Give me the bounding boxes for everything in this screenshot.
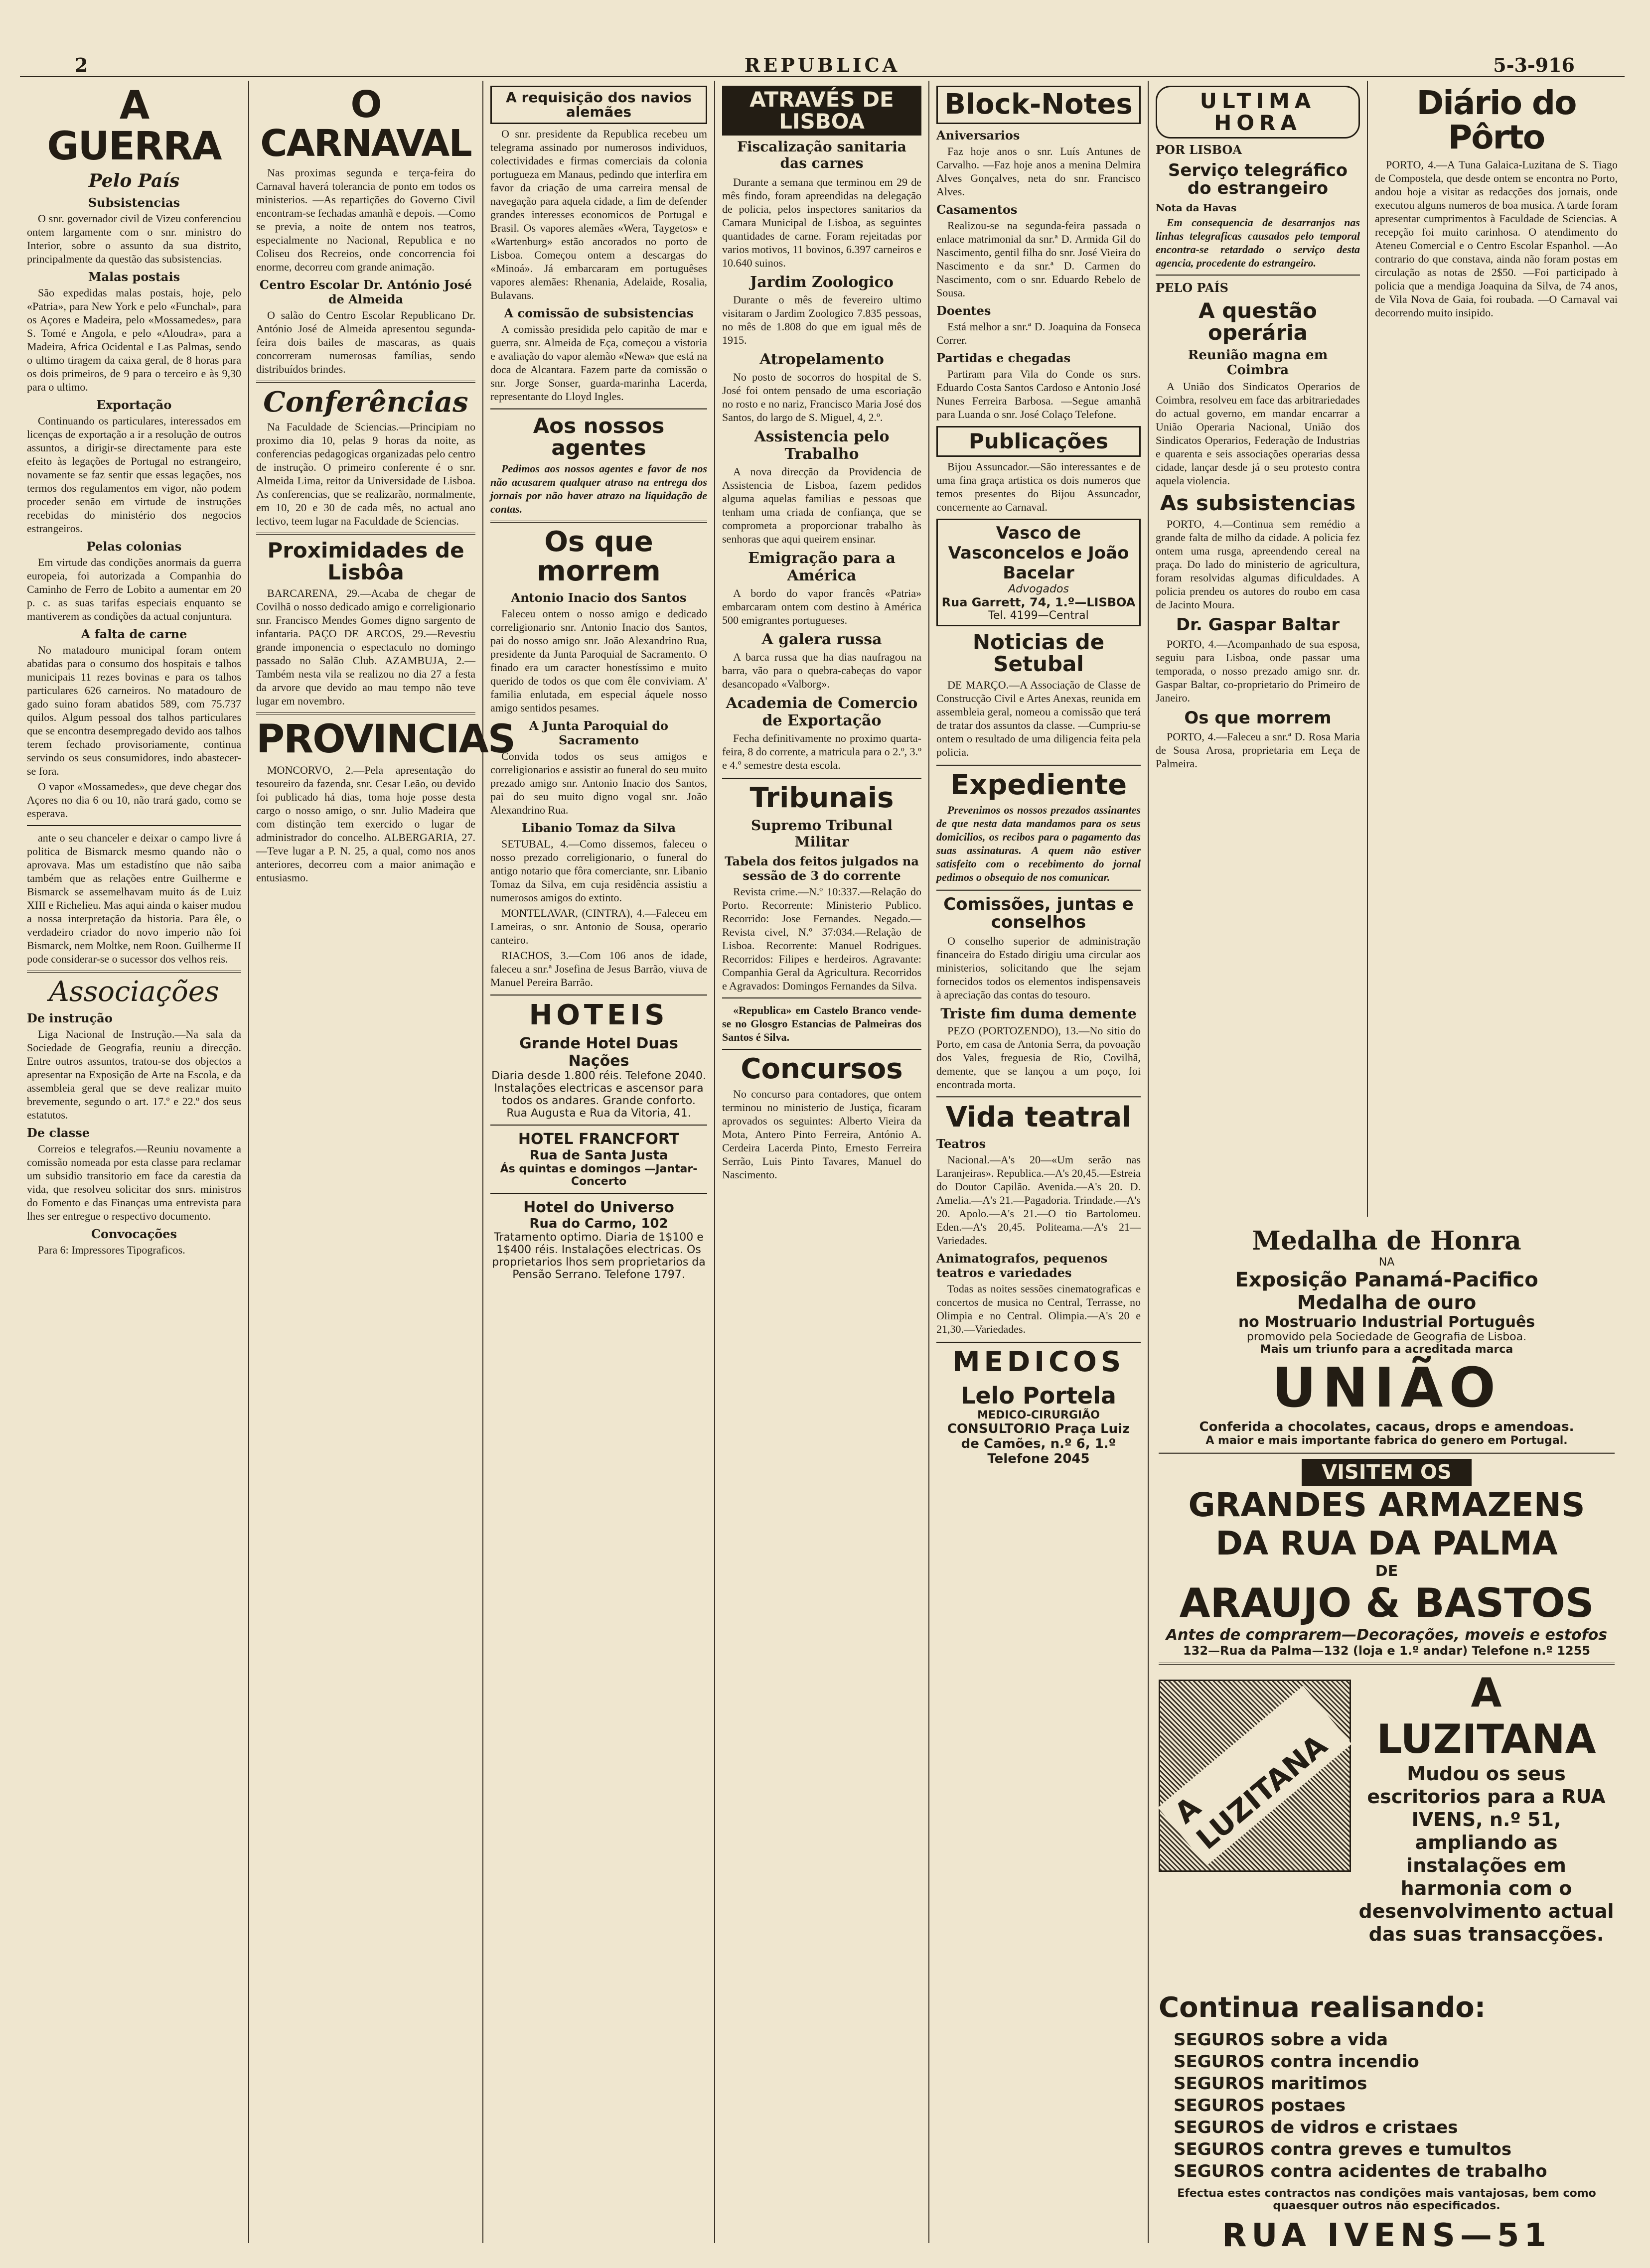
ad-subtitle: Rua de Santa Justa — [529, 1148, 668, 1163]
ads-block — [1149, 1221, 1625, 2254]
ad-continua-title: Continua realisando: — [1159, 1991, 1486, 2024]
ad-antes: Antes de comprarem—Decorações, moveis e estofos — [1166, 1626, 1608, 1644]
headline-servico-telegrafico: Serviço telegráfico do estrangeiro — [1168, 160, 1348, 198]
headline-comissoes: Comissões, juntas e conselhos — [943, 894, 1134, 932]
headline-publicacoes: Publicações — [936, 426, 1141, 457]
article-text: MONCORVO, 2.—Pela apresentação do tesoureiro da fazenda, snr. Cesar Leão, ou devido foi publicado há dias, toma hoje posse desta cargo o nosso amigo, o snr. Julio Madeira que com distinção tem exercido o lugar de administrador do concelho. ALBERGARIA, 27.—Teve lugar a P. N. 25, a qual, como nos anos anteriores, decorreu com a maior animação e entusiasmo. — [256, 764, 475, 884]
article-text: Durante o mês de fevereiro ultimo visitaram o Jardim Zoologico 7.835 pessoas, no mês de 1.808 do que em igual mês de 1915. — [722, 293, 921, 347]
article-text: Em consequencia de desarranjos nas linhas telegraficas causados pelo temporal encontra-se retardado o serviço desta agencia, procedente do estrangeiro. — [1156, 216, 1360, 269]
article-text: Prevenimos os nossos prezados assinantes de que nesta data mandamos para os seus domicilios, os recibos para o pagamento das suas assinaturas. A quem não estiver satisfeito com o recebimento do jornal pedimos o obsequio de nos comunicar. — [936, 803, 1141, 883]
article-text: Na Faculdade de Sciencias.—Principiam no proximo dia 10, pelas 9 horas da noite, as conferencias pedagogicas organizadas pelo centro de instrução. O primeiro conferente é o snr. Almeida Lima, reitor da Universidade de Lisboa. As conferencias, que se realizarão, normalmente, em 10, 20 e 30 de cada mês, no actual ano lectivo, teem lugar na Faculdade de Sciencias. — [256, 421, 475, 528]
ad-text: Diaria desde 1.800 réis. Telefone 2040. Instalações electricas e ascensor para todos os andares. Grande conforto. Rua Augusta e Rua da Vitoria, 41. — [491, 1070, 706, 1120]
luzitana-text-block — [1358, 1670, 1615, 1946]
divider — [1156, 275, 1360, 276]
headline-diario-porto: Diário do Pôrto — [1416, 84, 1576, 157]
seguros-item: SEGUROS sobre a vida — [1174, 2030, 1388, 2050]
section-atropelamento: Atropelamento — [759, 351, 884, 369]
column-3 — [483, 81, 715, 2243]
headline-ultima-hora: ULTIMA HORA — [1156, 86, 1360, 139]
ad-text: Ás quintas e domingos —Jantar-Concerto — [500, 1163, 698, 1188]
divider — [490, 1125, 707, 1126]
article-text: DE MARÇO.—A Associação de Classe de Construcção Civil e Artes Anexas, reunida em assembleia geral, nomeou a comissão que terá de tratar dos assuntos da classe. —Cumpriu-se ontem o resultado de uma diligencia feita pela policia. — [936, 679, 1141, 759]
article-text: Faz hoje anos o snr. Luís Antunes de Carvalho. —Faz hoje anos a menina Delmira Alves Gonçalves, neta do snr. Francisco Alves. — [936, 144, 1141, 198]
ad-promovido: promovido pela Sociedade de Geografia de Lisboa. — [1246, 1331, 1527, 1343]
column-1 — [20, 81, 249, 2243]
article-text: Está melhor a snr.ª D. Joaquina da Fonseca Correr. — [936, 320, 1141, 346]
article-text: Continuando os particulares, interessados em licenças de exportação a ir a resolução de outros assuntos, a dirigir-se directamente para este efeito às legações de Portugal no estrangeiro, novamente se faz sentir que essas legações, nos termos dos regulamentos em vigor, não podem proceder senão em virtude de instruções recebidas do ministério dos negocios estrangeiros. — [27, 414, 241, 535]
headline-tribunais: Tribunais — [750, 782, 894, 815]
ad-title: Vasco de Vasconcelos e João Bacelar — [948, 523, 1129, 583]
article-text: BARCARENA, 29.—Acaba de chegar de Covilhã o nosso dedicado amigo e correligionario snr. Francisco Mendes Gomes digno sargento de infantaria. PAÇO DE ARCOS, 29.—Revestiu grande imponencia o espectaculo no domingo passado no Salão Club. AZAMBUJA, 2.—Também nesta vila se realizou no dia 27 a festa da arvore que devido ao mau tempo não teve lugar em novembro. — [256, 587, 475, 708]
section-partidas: Partidas e chegadas — [936, 350, 1071, 365]
article-text: PORTO, 4.—Acompanhado de sua esposa, seguiu para Lisboa, onde passar uma temporada, o nosso prezado amigo snr. dr. Gaspar Baltar, co-proprietario do Primeiro de Janeiro. — [1156, 637, 1360, 704]
headline-questao-operaria: A questão operária — [1199, 298, 1317, 345]
ad-title: Grande Hotel Duas Nações — [519, 1035, 678, 1070]
article-text: PORTO, 4.—Faleceu a snr.ª D. Rosa Maria de Sousa Arosa, proprietaria em Leça de Palmeira. — [1156, 730, 1360, 770]
subhead-pelo-pais: Pelo País — [88, 170, 180, 191]
article-text: Partiram para Vila do Conde os snrs. Eduardo Costa Santos Cardoso e Antonio José Nunes Ferreira Barbosa. —Segue amanhã para Luanda o snr. José Colaço Telefone. — [936, 367, 1141, 421]
divider — [256, 381, 475, 383]
section-convocacoes: Convocações — [91, 1226, 177, 1241]
article-text: Correios e telegrafos.—Reuniu novamente a comissão nomeada por esta classe para reclamar um subsidio transitorio em face da carestia da vida, que resolveu solicitar dos snrs. ministros do Fomento e das Finanças uma entrevista para lhes ser entregue o respectivo documento. — [27, 1142, 241, 1222]
section-comissao: A comissão de subsistencias — [504, 305, 694, 320]
article-text: O snr. presidente da Republica recebeu um telegrama assinado por numerosos individuos, colectividades e firmas comerciais da colonia portugueza em Manaus, pedindo que interfira em favor da criação de uma carreira mensal de navegação para aquela cidade, a fim de defender grandes interesses economicos de Portugal e Brasil. Os vapores alemães «Wera, Taygetos» e «Wartenburg» estão ancorados no porto de Lisboa. Começou ontem a descargas do «Minoá». Já embarcaram em portuguêses vapores alemães: Rhenania, Adelaide, Rosalia, Bulavans. — [490, 127, 707, 301]
divider — [256, 533, 475, 535]
divider — [490, 1193, 707, 1194]
article-text: Para 6: Impressores Tipograficos. — [38, 1243, 185, 1256]
section-assistencia: Assistencia pelo Trabalho — [754, 428, 890, 463]
note-havas: Nota da Havas — [1156, 201, 1237, 214]
article-text: A nova direcção da Providencia de Assistencia de Lisboa, fazem pedidos alguma aquelas familias e pessoas que tenham uma criada de confiança, que se comprometa a proporcionar trabalho às senhoras que aqui queirem ensinar. — [722, 465, 921, 546]
article-text: O salão do Centro Escolar Republicano Dr. António José de Almeida apresentou segunda-feira dois bailes de mascaras, as quais concorreram numerosas famílias, sendo distribuídos brindes. — [256, 309, 475, 376]
ad-luzitana-title: A LUZITANA — [1376, 1670, 1596, 1762]
headline-concursos: Concursos — [741, 1052, 903, 1085]
column-5 — [929, 81, 1149, 2243]
article-text: São expedidas malas postais, hoje, pelo «Patria», para New York e pelo «Funchal», para os Açores e Madeira, pelo «Mossamedes», para S. Tomé e Angola, e pelo «Aloudra», para a Madeira, Africa Ocidental e Las Palmas, sendo o ultimo tiragem da caixa geral, de 8 horas para os dois primeiros, de 9 para o terceiro e às 9,30 para o ultimo. — [27, 286, 241, 393]
divider — [722, 997, 921, 998]
ad-exposicao: Exposição Panamá-Pacifico — [1235, 1269, 1538, 1291]
article-text: PEZO (PORTOZENDO), 13.—No sitio do Porto, em casa de Antonia Serra, da povoação dos Vales, freguesia de Rio, Covilhã, demente, que se lançou a um poço, foi encontrada morta. — [936, 1024, 1141, 1091]
issue-date: 5-3-916 — [1493, 54, 1575, 76]
seguros-item: SEGUROS postaes — [1174, 2096, 1346, 2116]
ad-title: Lelo Portela — [961, 1382, 1116, 1409]
headline-atraves-lisboa: ATRAVÉS DE LISBOA — [722, 86, 921, 136]
article-text: A bordo do vapor francês «Patria» embarcaram ontem com destino à América 500 emigrantes portugueses. — [722, 587, 921, 627]
seguros-item: SEGUROS de vidros e cristaes — [1174, 2118, 1458, 2137]
article-text: Todas as noites sessões cinematograficas e concertos de musica no Central, Terrasse, no Olimpia e no Central. Olimpia.—A's 20 e 21,30.—Variedades. — [936, 1282, 1141, 1336]
subhead-antonio-inacio: Antonio Inacio dos Santos — [511, 590, 687, 605]
ad-republica-castelo-branco: «Republica» em Castelo Branco vende-se no Glosgro Estancias de Palmeiras dos Santos é Silva. — [722, 1003, 921, 1043]
headline-os-que-morrem: Os que morrem — [537, 525, 661, 587]
seguros-item: SEGUROS contra greves e tumultos — [1174, 2139, 1512, 2159]
headline-navios: A requisição dos navios alemães — [490, 86, 707, 124]
section-pelo-pais: PELO PAÍS — [1156, 280, 1228, 295]
subhead-reuniao: Reunião magna em Coimbra — [1188, 347, 1328, 378]
column-6 — [1149, 81, 1368, 1217]
divider — [722, 777, 921, 779]
article-text: PORTO, 4.—Continua sem remédio a grande falta de milho da cidade. A policia fez ontem uma rusga, apreendendo cereal na praça. Do lado do ministerio de agricultura, foram resolvidas algumas dificuldades. A policia prendeu os autores do roubo em casa de Jacinto Moura. — [1156, 517, 1360, 611]
newspaper-title: REPUBLICA — [744, 54, 900, 76]
ad-uniao-text: Conferida a chocolates, cacaus, drops e amendoas. — [1199, 1419, 1574, 1434]
article-text: Bijou Assuncador.—São interessantes e de uma fina graça artistica os dois numeros que temos presentes do Bijou Assuncador, concernente ao Carnaval. — [936, 460, 1141, 513]
ad-lelo-portela — [936, 1382, 1141, 1466]
seguros-item: SEGUROS contra incendio — [1174, 2052, 1419, 2072]
subhead-supremo-tribunal: Supremo Tribunal Militar — [750, 817, 893, 850]
ad-universo — [490, 1199, 707, 1281]
section-centro-escolar: Centro Escolar Dr. António José de Almeida — [259, 278, 472, 307]
section-animatografos: Animatografos, pequenos teatros e variedades — [936, 1251, 1108, 1280]
ad-address: CONSULTORIO Praça Luiz de Camões, n.º 6, 1.º — [947, 1421, 1130, 1451]
column-2 — [249, 81, 515, 2243]
article-text: Liga Nacional de Instrução.—Na sala da Sociedade de Geografia, reuniu a direcção. Entre outros assuntos, tratou-se dos objectos a apresentar na Exposição de Arte na Escola, e da assembleia geral que se deve realizar muito brevemente, segundo o art. 17.º e 22.º dos seus estatutos. — [27, 1027, 241, 1121]
ad-araujo-bastos: ARAUJO & BASTOS — [1179, 1580, 1594, 1626]
headline-block-notes: Block-Notes — [936, 86, 1141, 124]
divider — [256, 712, 475, 714]
ad-address: Rua Garrett, 74, 1.º—LISBOA — [941, 595, 1136, 609]
section-subsistencias: Subsistencias — [88, 195, 180, 210]
headline-conferencias: Conferências — [263, 386, 468, 419]
luzitana-logo-image — [1159, 1680, 1351, 1872]
ad-subtitle: MEDICO-CIRURGIÃO — [977, 1409, 1100, 1421]
divider — [27, 825, 241, 826]
ad-subtitle: Advogados — [1008, 582, 1069, 595]
headline-gaspar-baltar: Dr. Gaspar Baltar — [1176, 614, 1340, 635]
headline-vida-teatral: Vida teatral — [945, 1101, 1132, 1134]
divider — [936, 1096, 1141, 1098]
ad-duas-nacoes — [490, 1035, 707, 1120]
section-libanio: Libanio Tomaz da Silva — [521, 820, 676, 835]
headline-guerra: A GUERRA — [47, 83, 221, 169]
ad-effectua: Efectua estes contractos nas condições mais vantajosas, bem como quaesquer outros não especificados. — [1177, 2187, 1596, 2212]
ad-luzitana — [1159, 1670, 1615, 1988]
article-text: Pedimos aos nossos agentes e favor de nos não acusarem qualquer atraso na entrega dos jornais por não haver atrazo na liquidação de contas. — [490, 462, 707, 515]
ad-subtitle: Rua do Carmo, 102 — [529, 1216, 668, 1232]
headline-associacoes: Associações — [49, 975, 219, 1008]
section-malas-postais: Malas postais — [88, 269, 180, 284]
column-4 — [715, 81, 929, 2243]
headline-agentes: Aos nossos agentes — [533, 413, 665, 460]
article-text: Convida todos os seus amigos e correligionarios e assistir ao funeral do seu muito prezado amigo snr. Antonio Inacio dos Santos, pai do seu muito digno vogal snr. João Alexandrino Rua. — [490, 749, 707, 816]
headline-provincias: PROVINCIAS — [256, 717, 515, 762]
divider — [490, 521, 707, 523]
article-text: No concurso para contadores, que ontem terminou no ministerio de Justiça, ficaram aprovados os seguintes: Alberto Vieira da Mota, Antero Pinto Ferreira, António A. Cerdeira Lacerda Pinto, Ernesto Ferreira Serrão, Luis Pinto Tavares, Manuel do Nascimento. — [722, 1087, 921, 1181]
article-text: Faleceu ontem o nosso amigo e dedicado correligionario snr. Antonio Inacio dos Santos, pai do nosso amigo snr. João Alexandrino Rua, presidente da Junta Paroquial de Sacramento. O finado era um caracter honestíssimo e muito querido de todos os que com êle conviviam. A' familia enlutada, em especial áquele nosso amigo sentidos pesames. — [490, 607, 707, 714]
headline-proximidades: Proximidades de Lisbôa — [267, 538, 464, 585]
article-text: Realizou-se na segunda-feira passada o enlace matrimonial da snr.ª D. Armida Gil do Nascimento, gentil filha do snr. José Vieira do Nascimento e da snr.ª D. Carmen do Nascimento, com o snr. Eduardo Rebelo de Sousa. — [936, 219, 1141, 299]
section-galera-russa: A galera russa — [761, 631, 882, 649]
ad-armazens — [1159, 1459, 1615, 1658]
page-number: 2 — [75, 54, 88, 76]
divider — [490, 994, 707, 996]
section-teatros: Teatros — [936, 1136, 986, 1151]
article-text: Fecha definitivamente no proximo quarta-feira, 8 do corrente, a matricula para o 2.º, 3.º e 4.º semestre desta escola. — [722, 732, 921, 772]
ad-phone: Telefone 2045 — [987, 1451, 1090, 1466]
article-text: Em virtude das condições anormais da guerra europeia, foi autorizada a Companhia do Caminho de Ferro de Lobito a aumentar em 20 p. c. as suas tarifas especiais enquanto se mantiverem as condições da actual conjuntura. — [27, 556, 241, 622]
article-text: Nas proximas segunda e terça-feira do Carnaval haverá tolerancia de ponto em todos os ministerios. —As repartições do Governo Civil encontram-se fechadas amanhã e depois. —Como se previa, a noite de ontem nos teatros, especialmente no Nacional, Republica e no Coliseu dos Recreios, onde concorrencia foi enorme, decorreu com grande animação. — [256, 166, 475, 274]
article-text: Revista crime.—N.º 10:337.—Relação do Porto. Recorrente: Ministerio Publico. Recorrido: Jose Fernandes. Negado.—Revista civel, N.º 37:034.—Relação de Lisboa. Recorrente: Manuel Rodrigues. Recorridos: Filipes e herdeiros. Agravante: Companhia Geral da Agricultura. Recorridos e Agravados: Domingos Fernandes da Silva. — [722, 885, 921, 992]
column-7 — [1368, 81, 1625, 1217]
section-classe: De classe — [27, 1125, 90, 1140]
ad-medalha-ouro: Medalha de ouro — [1297, 1291, 1477, 1313]
section-academia: Academia de Comercio de Exportação — [726, 695, 918, 730]
section-doentes: Doentes — [936, 303, 991, 318]
section-casamentos: Casamentos — [936, 202, 1018, 217]
ad-phone: Tel. 4199—Central — [988, 609, 1089, 622]
divider — [490, 408, 707, 410]
seguros-list — [1159, 2029, 1615, 2182]
ad-na: NA — [1378, 1256, 1395, 1269]
headline-hoteis: HOTEIS — [529, 998, 669, 1031]
ad-visitem: VISITEM OS — [1302, 1459, 1472, 1486]
subhead-fiscalizacao: Fiscalização sanitaria das carnes — [737, 139, 906, 172]
masthead — [20, 54, 1625, 77]
article-text: O snr. governador civil de Vizeu conferenciou ontem largamente com o snr. ministro do Interior, sobre o assunto da sua distrito, principalmente da questão das subsistencias. — [27, 212, 241, 265]
article-text: SETUBAL, 4.—Como dissemos, faleceu o nosso prezado correligionario, o funeral do antigo notario que fôra comerciante, snr. Libanio Tomaz da Silva, em cuja residência assistiu a numerosos amigos do extinto. — [490, 837, 707, 904]
article-text: Nacional.—A's 20—«Um serão nas Laranjeiras». Republica.—A's 20,45.—Estreia do Doutor Capilão. Avenida.—A's 20. D. Amelia.—A's 21.—Pagadoria. Trindade.—A's 20. Apolo.—A's 21.—O tio Bartolomeu. Eden.—A's 20,45. Politeama.—A's 21—Variedades. — [936, 1153, 1141, 1247]
seguros-item: SEGUROS contra acidentes de trabalho — [1174, 2161, 1547, 2181]
ad-mostruario: no Mostruario Industrial Português — [1238, 1313, 1535, 1331]
divider — [936, 889, 1141, 891]
section-instrucao: De instrução — [27, 1010, 113, 1025]
divider — [936, 1341, 1141, 1343]
ad-armazens-title: GRANDES ARMAZENS DA RUA DA PALMA — [1188, 1486, 1585, 1562]
section-triste-fim: Triste fim duma demente — [940, 1005, 1137, 1022]
seguros-item: SEGUROS maritimos — [1174, 2074, 1367, 2094]
ad-uniao-text-2: A maior e mais importante fabrica do genero em Portugal. — [1205, 1434, 1568, 1447]
headline-os-que-morrem-porto: Os que morrem — [1184, 708, 1332, 728]
ad-rua-ivens: RUA IVENS—51 — [1222, 2217, 1551, 2254]
ad-title: Hotel do Universo — [523, 1199, 674, 1217]
ad-title: Medalha de Honra — [1252, 1226, 1521, 1256]
article-text: Durante a semana que terminou em 29 de mês findo, foram apreendidas na delegação de policia, pelos inspectores sanitarios da Camara Municipal de Lisboa, as seguintes quantidades de carne. Foram rejeitadas por varios motivos, 11 bovinos, 6.397 carneiros e 10.640 suinos. — [722, 176, 921, 270]
article-text: No matadouro municipal foram ontem abatidas para o consumo dos hospitais e talhos municipais 11 rezes bovinas e para os talhos particulares 626 carneiros. No matadouro de gado suino foram abatidos 589, com 75.737 quilos. Algum pessoal dos talhos particulares que se encontra desempregado devido aos talhos terem fechado provisoriamente, continua servindo os seus consumidores, indo abastecer-se fora. — [27, 643, 241, 777]
ad-uniao-brand: UNIÃO — [1272, 1356, 1501, 1419]
ad-vasconcelos-bacelar — [936, 519, 1141, 626]
headline-expediente: Expediente — [950, 769, 1127, 802]
ad-de: DE — [1375, 1562, 1398, 1580]
section-emigracao: Emigração para a América — [748, 550, 896, 585]
ad-medalha-honra — [1159, 1226, 1615, 1447]
ad-frankfort — [490, 1131, 707, 1188]
article-text: ante o seu chanceler e deixar o campo livre á politica de Bismarck mesmo quando não o aprovava. Mas um estadistíno que não saiba também que as relações entre Guilherme e Bismarck se assemelhavam muito ás de Luiz XIII e Richelieu. Mas aqui ainda o kaiser mudou a nossa interpretação da historia. Para êle, o verdadeiro criador do novo imperio não foi Bismarck, nem Moltke, nem Roon. Guilherme II pode considerar-se o sucessor dos velhos reis. — [27, 831, 241, 965]
article-text: O vapor «Mossamedes», que deve chegar dos Açores no dia 6 ou 10, não trará gado, como se esperava. — [27, 780, 241, 820]
article-text: A barca russa que ha dias naufragou na barra, vão para o quebra-cabeças do vapor desancopado «Valborg». — [722, 651, 921, 691]
article-text: RIACHOS, 3.—Com 106 anos de idade, faleceu a snr.ª Josefina de Jesus Barrão, viuva de Manuel Pereira Barrão. — [490, 949, 707, 989]
divider — [722, 1049, 921, 1050]
divider — [1159, 1663, 1615, 1665]
divider — [1159, 1452, 1615, 1454]
ad-luzitana-text: Mudou os seus escritorios para a RUA IVENS, n.º 51, ampliando as instalações em harmonia com o desenvolvimento actual das suas transacções. — [1358, 1763, 1614, 1945]
headline-medicos: MEDICOS — [952, 1346, 1125, 1379]
headline-setubal: Noticias de Setubal — [972, 629, 1105, 676]
ad-mais: Mais um triunfo para a acreditada marca — [1260, 1343, 1513, 1356]
section-por-lisboa: POR LISBOA — [1156, 142, 1242, 157]
section-junta-paroquial: A Junta Paroquial do Sacramento — [529, 718, 668, 747]
section-zoologico: Jardim Zoologico — [750, 274, 894, 291]
luzitana-logo-text: A LUZITANA — [1158, 1686, 1352, 1866]
article-text: O conselho superior de administração financeira do Estado dirigiu uma circular aos ministerios, solicitando que lhe sejam fornecidos todos os elementos indispensaveis à apreciação das contas do tesouro. — [936, 935, 1141, 1001]
article-text: A União dos Sindicatos Operarios de Coimbra, resolveu em face das arbitrariedades do actual governo, em mandar encarrar a União Operaria Nacional, União dos Sindicatos Operarios, Federação de Industrias e quarenta e seis associações operarias dessa cidade, lançar desde já o seu protesto contra aquela violencia. — [1156, 380, 1360, 487]
divider — [27, 971, 241, 973]
section-colonias: Pelas colonias — [86, 539, 182, 554]
section-exportacao: Exportação — [96, 397, 172, 412]
ad-address: 132—Rua da Palma—132 (loja e 1.º andar) Telefone n.º 1255 — [1183, 1644, 1591, 1658]
article-text: MONTELAVAR, (CINTRA), 4.—Faleceu em Lameiras, o snr. Antonio de Sousa, operario canteiro. — [490, 906, 707, 946]
divider — [936, 764, 1141, 766]
article-text: No posto de socorros do hospital de S. José foi ontem pensado de uma escoriação no rosto e no nariz, Francisco Maria José dos Santos, do largo de S. Miguel, 4, 2.º. — [722, 371, 921, 424]
ad-text: Tratamento optimo. Diaria de 1$100 e 1$400 réis. Instalações electricas. Os proprietarios lhos sem proprietarios da Pensão Serrano. Telefone 1797. — [492, 1231, 706, 1281]
section-falta-carne: A falta de carne — [81, 626, 187, 641]
article-text: A comissão presidida pelo capitão de mar e guerra, snr. Almeida de Eça, começou a vistoria e avaliação do vapor alemão «Newa» que está na doca de Alcantara. Fazem parte da comissão o snr. Jorge Sonser, guarda-marinha Lacerda, representante do Lloyd Ingles. — [490, 322, 707, 403]
headline-subsistencias: As subsistencias — [1160, 490, 1356, 515]
section-aniversarios: Aniversarios — [936, 128, 1020, 142]
section-tabela-feitos: Tabela dos feitos julgados na sessão de 3 do corrente — [725, 853, 919, 883]
headline-carnaval: O CARNAVAL — [260, 83, 471, 165]
article-text: PORTO, 4.—A Tuna Galaica-Luzitana de S. Tiago de Compostela, que desde ontem se encontra no Porto, andou hoje a visitar as redacções dos jornais, onde executou alguns numeros de boa musica. A tarde foram apresentar cumprimentos à Faculdade de Sciencias. A recepção foi muito carinhosa. O atendimento do Ateneu Comercial e o Centro Escolar Espanhol. —Ao contrario do que constava, ainda não foram postas em circulação as notas de 2$50. —Foi participado à policia que a mendiga Joaquina da Silva, de 74 anos, de Vila Nova de Gaia, foi roubada. —O Carnaval vai decorrendo muito insipido. — [1375, 158, 1618, 319]
ad-title: HOTEL FRANCFORT — [518, 1131, 680, 1148]
